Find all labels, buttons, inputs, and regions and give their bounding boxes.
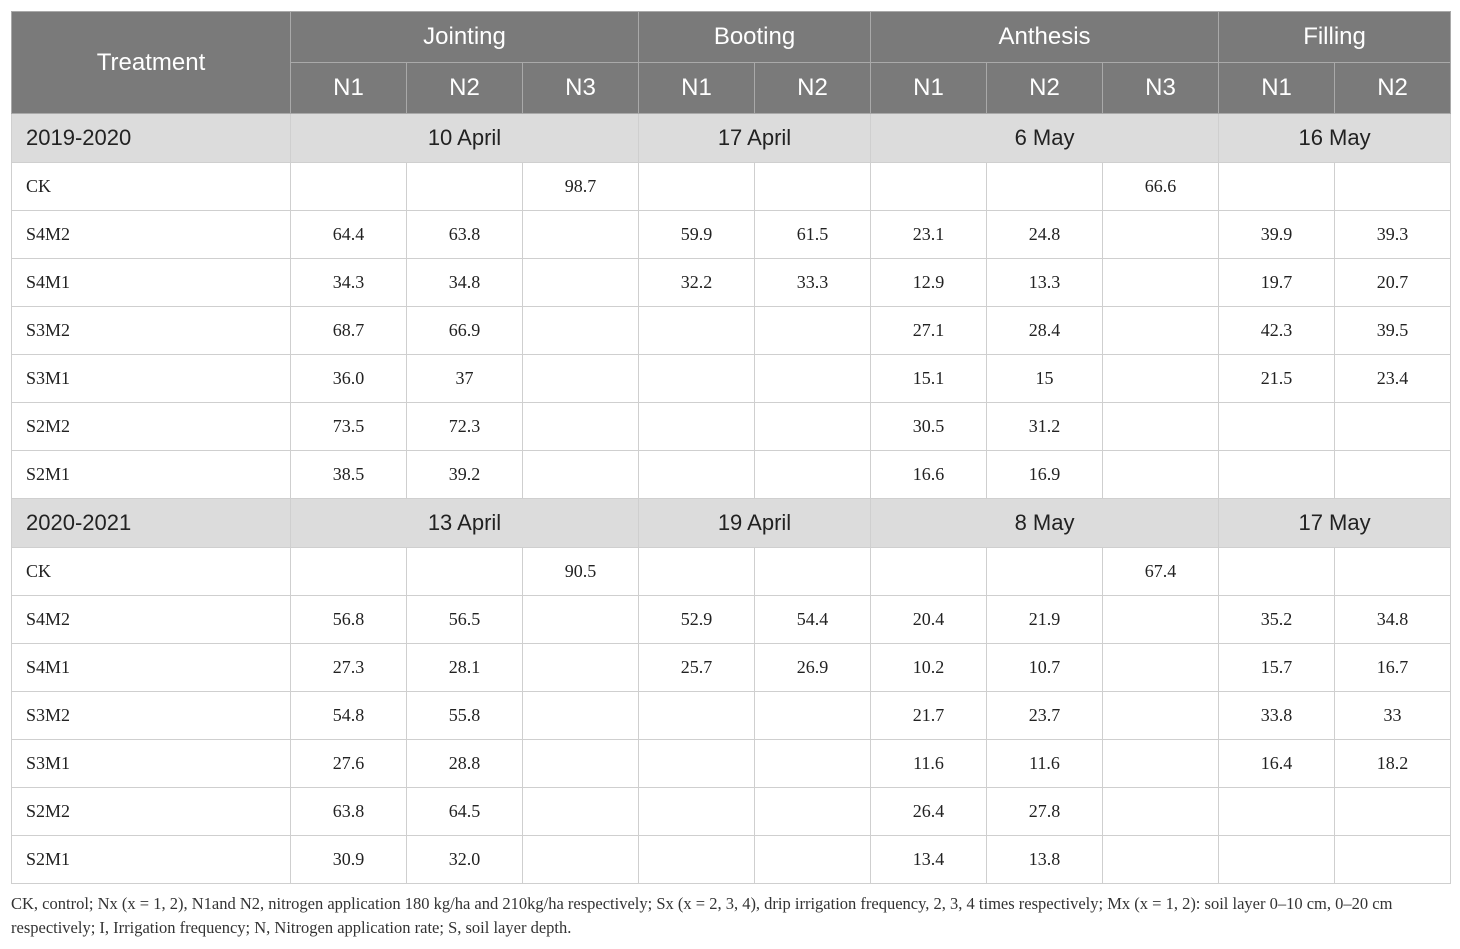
- table-cell: 34.3: [291, 259, 407, 307]
- table-cell: 52.9: [639, 596, 755, 644]
- table-cell: [755, 548, 871, 596]
- table-cell: [523, 355, 639, 403]
- table-cell: [639, 403, 755, 451]
- table-cell: [1103, 259, 1219, 307]
- table-cell: [639, 692, 755, 740]
- table-row: [12, 355, 1451, 403]
- table-cell: [523, 788, 639, 836]
- table-cell: [755, 403, 871, 451]
- table-cell: [1219, 451, 1335, 499]
- table-cell: 66.6: [1103, 163, 1219, 211]
- year-label: 2019-2020: [12, 114, 291, 163]
- table-cell: [639, 355, 755, 403]
- table-cell: 54.4: [755, 596, 871, 644]
- table-row: [12, 692, 1451, 740]
- header-sub-anthesis-n3: N3: [1103, 63, 1219, 114]
- data-table-container: [11, 11, 1449, 884]
- stage-date: 17 April: [639, 114, 871, 163]
- table-cell: 56.8: [291, 596, 407, 644]
- table-cell: [755, 740, 871, 788]
- table-cell: 21.9: [987, 596, 1103, 644]
- table-cell: 35.2: [1219, 596, 1335, 644]
- table-cell: 33.3: [755, 259, 871, 307]
- treatment-name: CK: [12, 548, 291, 596]
- table-cell: 10.2: [871, 644, 987, 692]
- table-cell: 16.6: [871, 451, 987, 499]
- table-cell: 33: [1335, 692, 1451, 740]
- table-cell: 20.7: [1335, 259, 1451, 307]
- header-sub-anthesis-n2: N2: [987, 63, 1103, 114]
- table-row: [12, 163, 1451, 211]
- table-cell: 36.0: [291, 355, 407, 403]
- table-cell: [1219, 548, 1335, 596]
- table-cell: [523, 307, 639, 355]
- header-treatment: Treatment: [12, 12, 291, 114]
- table-cell: [755, 307, 871, 355]
- table-cell: [1335, 163, 1451, 211]
- table-row: [12, 451, 1451, 499]
- table-cell: 66.9: [407, 307, 523, 355]
- table-cell: 15: [987, 355, 1103, 403]
- treatment-name: S4M1: [12, 644, 291, 692]
- table-cell: 16.9: [987, 451, 1103, 499]
- table-cell: [1103, 307, 1219, 355]
- table-cell: 68.7: [291, 307, 407, 355]
- stage-date: 13 April: [291, 499, 639, 548]
- table-cell: [639, 451, 755, 499]
- table-cell: 25.7: [639, 644, 755, 692]
- table-cell: [291, 163, 407, 211]
- table-cell: [523, 451, 639, 499]
- table-cell: 39.9: [1219, 211, 1335, 259]
- table-cell: 73.5: [291, 403, 407, 451]
- table-cell: [1219, 403, 1335, 451]
- table-cell: 20.4: [871, 596, 987, 644]
- header-sub-booting-n2: N2: [755, 63, 871, 114]
- table-cell: 19.7: [1219, 259, 1335, 307]
- table-cell: 13.3: [987, 259, 1103, 307]
- table-cell: 13.8: [987, 836, 1103, 884]
- treatment-name: S4M2: [12, 211, 291, 259]
- table-cell: [755, 355, 871, 403]
- table-cell: [639, 307, 755, 355]
- table-cell: 34.8: [407, 259, 523, 307]
- table-cell: 63.8: [407, 211, 523, 259]
- stage-date: 16 May: [1219, 114, 1451, 163]
- table-cell: 67.4: [1103, 548, 1219, 596]
- header-sub-jointing-n2: N2: [407, 63, 523, 114]
- table-cell: [523, 596, 639, 644]
- table-cell: 32.0: [407, 836, 523, 884]
- header-sub-jointing-n3: N3: [523, 63, 639, 114]
- table-cell: 33.8: [1219, 692, 1335, 740]
- treatment-name: S2M1: [12, 451, 291, 499]
- table-cell: [1335, 548, 1451, 596]
- table-cell: [291, 548, 407, 596]
- treatment-name: CK: [12, 163, 291, 211]
- stage-date: 19 April: [639, 499, 871, 548]
- table-cell: 10.7: [987, 644, 1103, 692]
- table-cell: 12.9: [871, 259, 987, 307]
- table-cell: 39.5: [1335, 307, 1451, 355]
- table-row: [12, 211, 1451, 259]
- table-cell: 13.4: [871, 836, 987, 884]
- table-cell: [1219, 163, 1335, 211]
- header-stage-filling: Filling: [1219, 12, 1451, 63]
- table-cell: 31.2: [987, 403, 1103, 451]
- table-cell: 23.7: [987, 692, 1103, 740]
- table-cell: [639, 836, 755, 884]
- table-cell: [1335, 451, 1451, 499]
- table-cell: [639, 163, 755, 211]
- table-cell: [755, 451, 871, 499]
- table-cell: 38.5: [291, 451, 407, 499]
- table-body: [12, 114, 1451, 884]
- header-sub-jointing-n1: N1: [291, 63, 407, 114]
- table-cell: 72.3: [407, 403, 523, 451]
- table-row: [12, 788, 1451, 836]
- table-cell: 39.2: [407, 451, 523, 499]
- table-cell: [407, 548, 523, 596]
- table-cell: 15.7: [1219, 644, 1335, 692]
- treatment-name: S4M2: [12, 596, 291, 644]
- header-stage-anthesis: Anthesis: [871, 12, 1219, 63]
- table-cell: 26.4: [871, 788, 987, 836]
- table-cell: [639, 548, 755, 596]
- table-cell: [1103, 451, 1219, 499]
- year-row: [12, 499, 1451, 548]
- treatment-name: S2M2: [12, 788, 291, 836]
- table-cell: 24.8: [987, 211, 1103, 259]
- table-cell: 27.1: [871, 307, 987, 355]
- header-sub-filling-n2: N2: [1335, 63, 1451, 114]
- data-table: [11, 11, 1451, 884]
- table-cell: 37: [407, 355, 523, 403]
- table-cell: 56.5: [407, 596, 523, 644]
- table-cell: [1335, 836, 1451, 884]
- table-cell: [1335, 788, 1451, 836]
- table-cell: [987, 163, 1103, 211]
- table-row: [12, 259, 1451, 307]
- table-cell: [523, 836, 639, 884]
- table-cell: [523, 259, 639, 307]
- table-cell: [523, 403, 639, 451]
- treatment-name: S3M1: [12, 355, 291, 403]
- table-cell: 23.4: [1335, 355, 1451, 403]
- table-cell: 39.3: [1335, 211, 1451, 259]
- treatment-name: S3M2: [12, 307, 291, 355]
- treatment-name: S2M1: [12, 836, 291, 884]
- table-cell: 21.5: [1219, 355, 1335, 403]
- table-cell: [987, 548, 1103, 596]
- table-cell: [1219, 836, 1335, 884]
- table-cell: [639, 788, 755, 836]
- table-cell: [1103, 403, 1219, 451]
- treatment-name: S2M2: [12, 403, 291, 451]
- table-cell: 64.5: [407, 788, 523, 836]
- table-cell: 15.1: [871, 355, 987, 403]
- table-cell: 32.2: [639, 259, 755, 307]
- table-cell: [871, 163, 987, 211]
- stage-date: 8 May: [871, 499, 1219, 548]
- table-cell: [755, 788, 871, 836]
- table-cell: 30.9: [291, 836, 407, 884]
- table-cell: 27.6: [291, 740, 407, 788]
- table-cell: 23.1: [871, 211, 987, 259]
- table-cell: [1103, 788, 1219, 836]
- table-cell: [871, 548, 987, 596]
- header-sub-anthesis-n1: N1: [871, 63, 987, 114]
- year-row: [12, 114, 1451, 163]
- stage-date: 17 May: [1219, 499, 1451, 548]
- table-cell: 26.9: [755, 644, 871, 692]
- table-cell: 18.2: [1335, 740, 1451, 788]
- table-cell: [1103, 836, 1219, 884]
- table-cell: 16.7: [1335, 644, 1451, 692]
- table-cell: 16.4: [1219, 740, 1335, 788]
- table-cell: [1103, 740, 1219, 788]
- table-row: [12, 836, 1451, 884]
- table-cell: [523, 740, 639, 788]
- treatment-name: S4M1: [12, 259, 291, 307]
- table-row: [12, 644, 1451, 692]
- header-stage-booting: Booting: [639, 12, 871, 63]
- table-header: [12, 12, 1451, 114]
- table-cell: 11.6: [987, 740, 1103, 788]
- table-cell: 11.6: [871, 740, 987, 788]
- table-cell: [1103, 211, 1219, 259]
- header-stage-row: [12, 12, 1451, 63]
- table-cell: 28.8: [407, 740, 523, 788]
- table-cell: [1103, 692, 1219, 740]
- table-cell: [523, 644, 639, 692]
- table-cell: 28.1: [407, 644, 523, 692]
- table-cell: 27.8: [987, 788, 1103, 836]
- table-cell: 42.3: [1219, 307, 1335, 355]
- table-cell: 61.5: [755, 211, 871, 259]
- header-sub-filling-n1: N1: [1219, 63, 1335, 114]
- header-stage-jointing: Jointing: [291, 12, 639, 63]
- table-cell: [755, 163, 871, 211]
- table-cell: [1103, 644, 1219, 692]
- year-label: 2020-2021: [12, 499, 291, 548]
- table-cell: 55.8: [407, 692, 523, 740]
- table-cell: [1219, 788, 1335, 836]
- table-footnote: CK, control; Nx (x = 1, 2), N1and N2, nitrogen application 180 kg/ha and 210kg/ha respectively; Sx (x = 2, 3, 4), drip irrigation frequency, 2, 3, 4 times respectively; Mx (x = 1, 2): soil layer 0–10 cm, 0–20 cm respectively; I, Irrigation frequency; N, Nitrogen application rate; S, soil layer depth.: [11, 894, 1393, 937]
- table-cell: 30.5: [871, 403, 987, 451]
- table-cell: [1335, 403, 1451, 451]
- table-cell: 28.4: [987, 307, 1103, 355]
- stage-date: 6 May: [871, 114, 1219, 163]
- table-cell: [639, 740, 755, 788]
- table-cell: 63.8: [291, 788, 407, 836]
- table-cell: 21.7: [871, 692, 987, 740]
- table-cell: [755, 692, 871, 740]
- table-cell: 90.5: [523, 548, 639, 596]
- table-cell: 98.7: [523, 163, 639, 211]
- treatment-name: S3M2: [12, 692, 291, 740]
- table-row: [12, 596, 1451, 644]
- table-row: [12, 548, 1451, 596]
- table-cell: [755, 836, 871, 884]
- table-cell: 27.3: [291, 644, 407, 692]
- treatment-name: S3M1: [12, 740, 291, 788]
- table-cell: [1103, 596, 1219, 644]
- table-cell: [1103, 355, 1219, 403]
- table-row: [12, 403, 1451, 451]
- table-row: [12, 307, 1451, 355]
- table-cell: [523, 692, 639, 740]
- table-row: [12, 740, 1451, 788]
- table-cell: 54.8: [291, 692, 407, 740]
- stage-date: 10 April: [291, 114, 639, 163]
- table-cell: 59.9: [639, 211, 755, 259]
- table-cell: 34.8: [1335, 596, 1451, 644]
- table-cell: [523, 211, 639, 259]
- table-cell: 64.4: [291, 211, 407, 259]
- header-sub-booting-n1: N1: [639, 63, 755, 114]
- table-cell: [407, 163, 523, 211]
